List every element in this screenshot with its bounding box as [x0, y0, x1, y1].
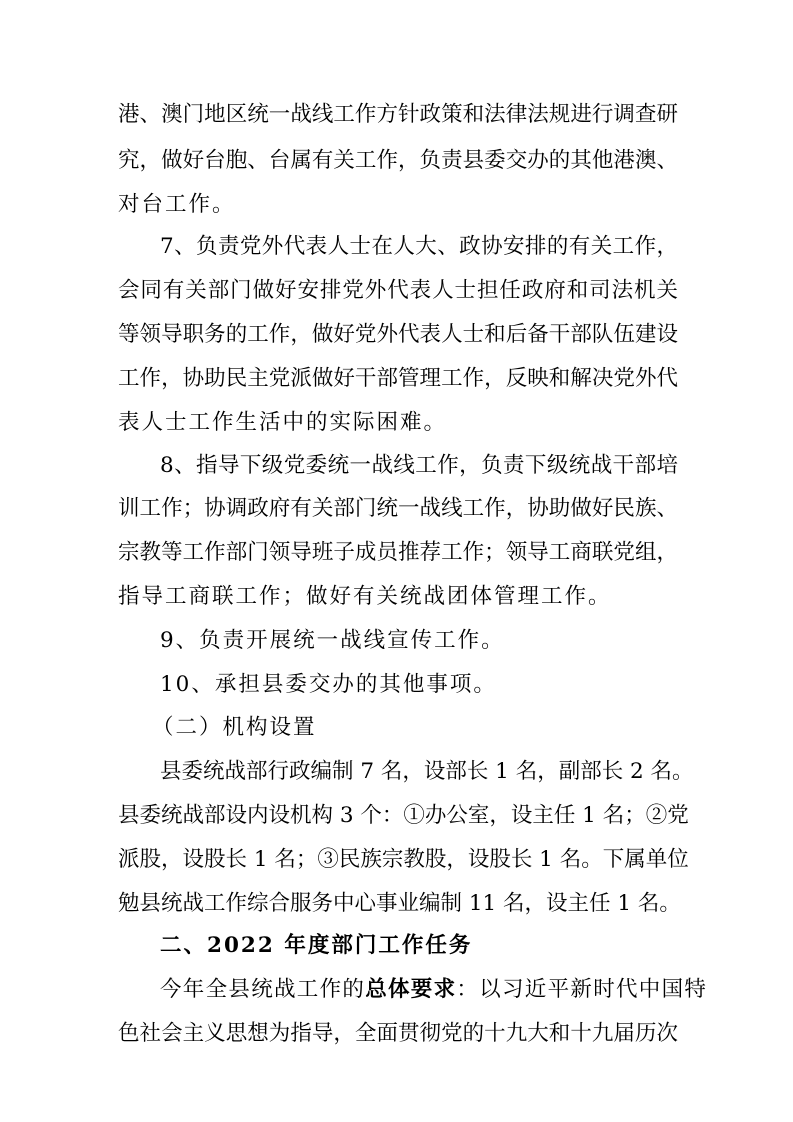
text-line: 指导工商联工作；做好有关统战团体管理工作。	[118, 584, 612, 609]
text-line: 县委统战部行政编制 7 名，设部长 1 名，副部长 2 名。	[160, 759, 694, 784]
text-line: 县委统战部设内设机构 3 个：①办公室，设主任 1 名；②党	[118, 803, 689, 828]
text-line-mixed	[160, 976, 708, 1004]
text-line: 训工作；协调政府有关部门统一战线工作，协助做好民族、	[118, 496, 678, 521]
text-line: 派股，设股长 1 名；③民族宗教股，设股长 1 名。下属单位	[118, 847, 689, 872]
chapter-heading: 二、2022 年度部门工作任务	[160, 933, 473, 958]
text-line: 表人士工作生活中的实际困难。	[118, 410, 448, 435]
text-line: 宗教等工作部门领导班子成员推荐工作；领导工商联党组，	[118, 540, 678, 565]
text-line: 对台工作。	[118, 192, 236, 217]
text-line: 色社会主义思想为指导，全面贯彻党的十九大和十九届历次	[118, 1021, 678, 1046]
text-line: 究，做好台胞、台属有关工作，负责县委交办的其他港澳、	[118, 148, 678, 173]
text-line: 10、承担县委交办的其他事项。	[160, 672, 497, 697]
text-span: 今年全县统战工作的	[160, 977, 366, 1002]
emphasis-span: 总体要求	[365, 977, 457, 1002]
text-line: 勉县统战工作综合服务中心事业编制 11 名，设主任 1 名。	[118, 891, 681, 916]
text-line: 港、澳门地区统一战线工作方针政策和法律法规进行调查研	[118, 102, 678, 127]
text-span: ：以习近平新时代中国特	[456, 977, 708, 1002]
text-line: 8、指导下级党委统一战线工作，负责下级统战干部培	[160, 453, 678, 478]
text-line: 会同有关部门做好安排党外代表人士担任政府和司法机关	[118, 278, 678, 303]
section-heading: （二）机构设置	[152, 715, 317, 740]
text-line: 7、负责党外代表人士在人大、政协安排的有关工作，	[160, 234, 678, 259]
text-line: 工作，协助民主党派做好干部管理工作，反映和解决党外代	[118, 366, 678, 391]
text-line: 9、负责开展统一战线宣传工作。	[160, 628, 505, 653]
text-line: 等领导职务的工作，做好党外代表人士和后备干部队伍建设	[118, 322, 678, 347]
